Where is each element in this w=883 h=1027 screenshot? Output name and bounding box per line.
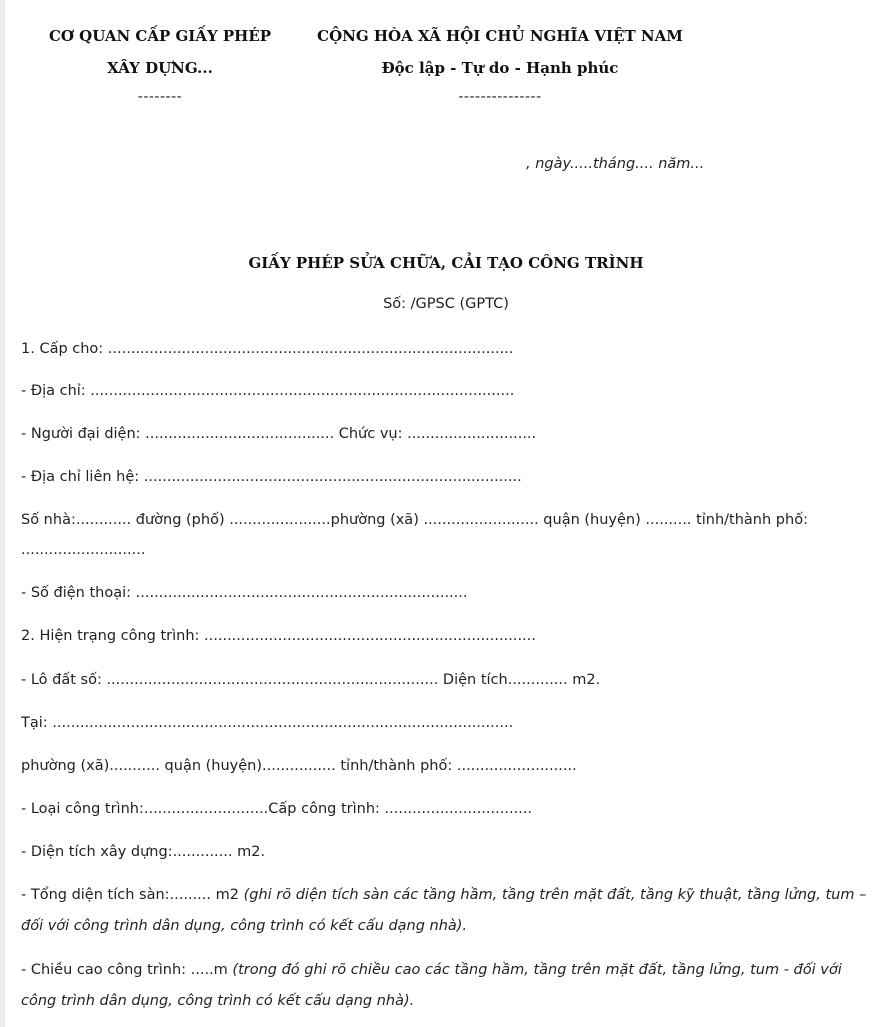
agency-name-line1: CƠ QUAN CẤP GIẤY PHÉP bbox=[48, 27, 272, 45]
field-lot-number: - Lô đất số: ........................................................................ Diện tích............. m2. bbox=[21, 672, 601, 688]
field-house-number: Số nhà:............ đường (phố) ......................phường (xã) ......................... quận (huyện) .......... tỉnh/thành phố: bbox=[21, 512, 808, 528]
field-phone: - Số điện thoại: ........................................................................ bbox=[21, 585, 468, 601]
floor-area-label: - Tổng diện tích sàn:......... m2 bbox=[21, 887, 244, 903]
field-grant-to: 1. Cấp cho: ........................................................................................ bbox=[21, 341, 514, 357]
agency-divider: -------- bbox=[137, 89, 183, 105]
document-number: Số: /GPSC (GPTC) bbox=[383, 296, 509, 312]
field-contact-address: - Địa chỉ liên hệ: .................................................................................. bbox=[21, 469, 522, 485]
date-line: , ngày.....tháng.... năm... bbox=[526, 156, 705, 172]
agency-name-line2: XÂY DỰNG... bbox=[107, 59, 213, 77]
field-house-number-cont: ........................... bbox=[21, 542, 146, 558]
height-label: - Chiều cao công trình: .....m bbox=[21, 962, 233, 978]
motto-divider: --------------- bbox=[458, 89, 542, 105]
field-floor-area bbox=[21, 880, 871, 942]
field-height bbox=[21, 955, 871, 1017]
field-ward-district: phường (xã)........... quận (huyện)................ tỉnh/thành phố: .......................... bbox=[21, 758, 577, 774]
page-left-border bbox=[0, 0, 5, 1027]
field-current-status: 2. Hiện trạng công trình: ........................................................................ bbox=[21, 628, 536, 644]
field-address: - Địa chỉ: ............................................................................................ bbox=[21, 383, 515, 399]
field-type-grade: - Loại công trình:...........................Cấp công trình: ................................ bbox=[21, 801, 533, 817]
field-representative: - Người đại diện: ......................................... Chức vụ: ............................ bbox=[21, 426, 537, 442]
document-title: GIẤY PHÉP SỬA CHỮA, CẢI TẠO CÔNG TRÌNH bbox=[248, 254, 644, 272]
field-build-area: - Diện tích xây dựng:............. m2. bbox=[21, 844, 266, 860]
floor-area-note: (ghi rõ diện tích sàn các tầng hầm, tầng trên mặt đất, tầng kỹ thuật, tầng lửng, tum – đối với công trình dân dụng, công trình có kết cấu dạng nhà). bbox=[21, 887, 867, 934]
nation-title: CỘNG HÒA XÃ HỘI CHỦ NGHĨA VIỆT NAM bbox=[317, 27, 683, 45]
nation-motto: Độc lập - Tự do - Hạnh phúc bbox=[381, 59, 619, 77]
height-note: (trong đó ghi rõ chiều cao các tầng hầm, tầng trên mặt đất, tầng lửng, tum - đối với công trình dân dụng, công trình có kết cấu dạng nhà). bbox=[21, 962, 842, 1009]
field-location: Tại: .................................................................................................... bbox=[21, 715, 514, 731]
